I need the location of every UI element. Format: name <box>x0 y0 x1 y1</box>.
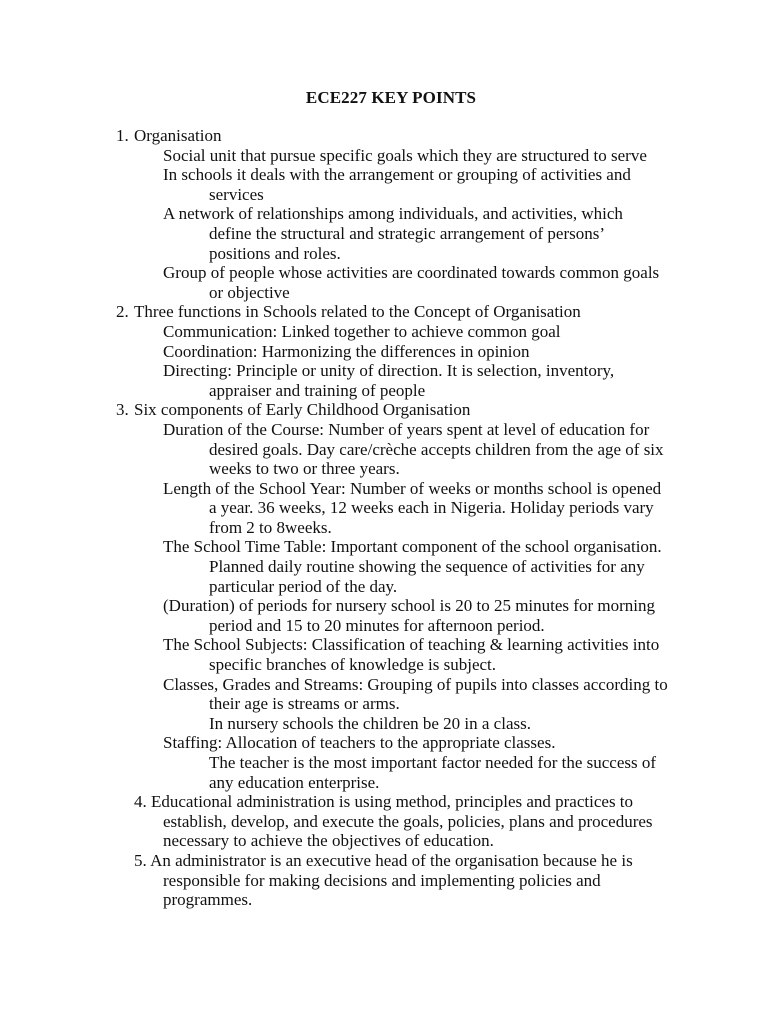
section-1-point-4: Group of people whose activities are coordinated towards common goals or objective <box>163 263 660 302</box>
section-3-point-4: (Duration) of periods for nursery school is 20 to 25 minutes for morning period and 15 to 20 minutes for afternoon period. <box>163 596 655 635</box>
section-3-point-7-note: The teacher is the most important factor needed for the success of any education enterprise. <box>209 753 657 792</box>
key-points-list <box>116 126 668 910</box>
section-text: Educational administration is using method, principles and practices to establish, develop, and execute the goals, policies, plans and procedures necessary to achieve the objectives of education. <box>151 792 653 851</box>
section-number: 3. <box>116 400 129 420</box>
section-title: Three functions in Schools related to the Concept of Organisation <box>134 302 581 322</box>
section-5-paragraph <box>116 851 668 910</box>
section-text: An administrator is an executive head of the organisation because he is responsible for making decisions and implementing policies and programmes. <box>150 850 633 910</box>
section-4-paragraph <box>116 792 668 851</box>
section-1-point-2: In schools it deals with the arrangement or grouping of activities and services <box>163 165 631 204</box>
section-3-point-6: Classes, Grades and Streams: Grouping of pupils into classes according to their age is streams or arms. <box>163 674 668 714</box>
section-number: 4. <box>134 792 147 812</box>
section-3-point-5: The School Subjects: Classification of teaching & learning activities into specific branches of knowledge is subject. <box>163 635 660 675</box>
section-1-heading <box>116 126 668 146</box>
section-3-heading <box>116 400 668 420</box>
section-2-point-2: Coordination: Harmonizing the differences in opinion <box>163 341 530 361</box>
section-2-point-1: Communication: Linked together to achieve common goal <box>163 321 561 341</box>
section-3-point-3: The School Time Table: Important component of the school organisation. Planned daily routine showing the sequence of activities for any particular period of the day. <box>163 537 662 596</box>
document-title: ECE227 KEY POINTS <box>305 88 477 107</box>
section-3-point-2: Length of the School Year: Number of weeks or months school is opened a year. 36 weeks, 12 weeks each in Nigeria. Holiday periods vary from 2 to 8weeks. <box>163 478 662 537</box>
section-2-point-3: Directing: Principle or unity of direction. It is selection, inventory, appraiser and training of people <box>163 361 615 400</box>
section-1-point-3: A network of relationships among individuals, and activities, which define the structural and strategic arrangement of persons’ positions and roles. <box>163 204 623 263</box>
section-number: 2. <box>116 302 129 322</box>
section-3-point-7: Staffing: Allocation of teachers to the appropriate classes. <box>163 733 556 753</box>
section-3-point-1: Duration of the Course: Number of years spent at level of education for desired goals. Day care/crèche accepts children from the age of six weeks to two or three years. <box>163 419 664 479</box>
section-number: 1. <box>116 126 129 145</box>
section-1-point-1: Social unit that pursue specific goals which they are structured to serve <box>163 145 647 165</box>
section-number: 5. <box>134 850 147 870</box>
section-title: Organisation <box>134 126 222 145</box>
section-3-point-6-note: In nursery schools the children be 20 in a class. <box>209 713 531 733</box>
section-2-heading <box>116 302 668 322</box>
section-title: Six components of Early Childhood Organisation <box>134 400 471 420</box>
